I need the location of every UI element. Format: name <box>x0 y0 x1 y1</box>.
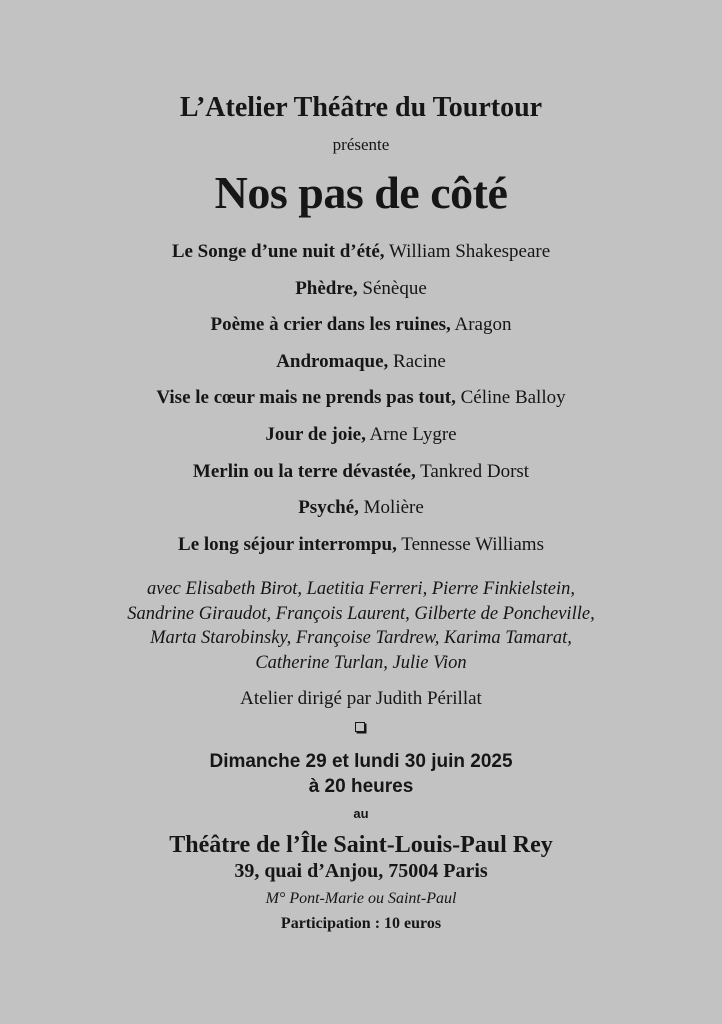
cast-line: Catherine Turlan, Julie Vion <box>255 652 467 673</box>
play-title: Poème à crier dans les ruines, <box>210 314 451 336</box>
plays-list <box>0 240 722 569</box>
show-title: Nos pas de côté <box>214 167 508 218</box>
play-item <box>0 496 722 533</box>
cast-line: avec Elisabeth Birot, Laetitia Ferreri, Pierre Finkielstein, <box>147 579 575 599</box>
play-author: Arne Lygre <box>369 423 457 445</box>
play-item <box>0 423 722 460</box>
event-at-label: au <box>353 806 369 821</box>
play-title: Jour de joie, <box>265 423 366 445</box>
play-author: Sénèque <box>362 277 427 299</box>
presents-label: présente <box>332 135 390 154</box>
play-item <box>0 533 722 570</box>
play-author: Céline Balloy <box>460 387 566 409</box>
cast-line: Sandrine Giraudot, François Laurent, Gilberte de Poncheville, <box>127 603 595 624</box>
cast-list <box>0 577 722 675</box>
checkbox-square-icon <box>355 722 365 732</box>
play-title: Andromaque, <box>276 350 389 372</box>
play-item <box>0 277 722 314</box>
play-title: Psyché, <box>298 497 359 519</box>
play-item <box>0 386 722 423</box>
company-name: L’Atelier Théâtre du Tourtour <box>179 92 543 123</box>
play-item <box>0 460 722 497</box>
price-info: Participation : 10 euros <box>280 915 442 932</box>
play-author: Racine <box>393 350 446 372</box>
play-item <box>0 313 722 350</box>
director-credit: Atelier dirigé par Judith Périllat <box>240 688 482 709</box>
play-title: Merlin ou la terre dévastée, <box>192 460 416 482</box>
play-title: Vise le cœur mais ne prends pas tout, <box>156 387 456 409</box>
play-author: Aragon <box>454 314 512 336</box>
play-author: Tankred Dorst <box>420 460 530 482</box>
event-date: Dimanche 29 et lundi 30 juin 2025 <box>209 751 513 772</box>
play-author: Tennesse Williams <box>401 533 544 555</box>
event-time: à 20 heures <box>308 776 414 797</box>
play-title: Phèdre, <box>295 277 358 299</box>
cast-line: Marta Starobinsky, Françoise Tardrew, Karima Tamarat, <box>150 628 572 648</box>
venue-address: 39, quai d’Anjou, 75004 Paris <box>234 860 488 882</box>
play-author: Molière <box>363 497 424 519</box>
venue-name: Théâtre de l’Île Saint-Louis-Paul Rey <box>169 832 553 858</box>
play-author: William Shakespeare <box>388 241 551 262</box>
play-title: Le Songe d’une nuit d’été, <box>171 241 385 262</box>
metro-info: M° Pont-Marie ou Saint-Paul <box>265 890 457 907</box>
play-title: Le long séjour interrompu, <box>178 533 397 555</box>
play-item <box>0 350 722 387</box>
play-item <box>0 240 722 277</box>
